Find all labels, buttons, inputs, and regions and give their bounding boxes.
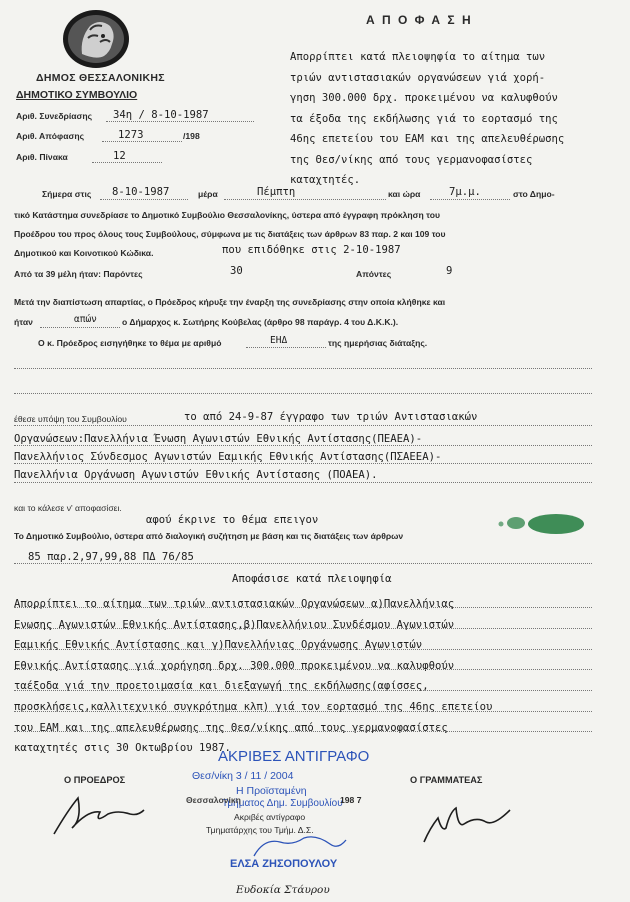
agenda-tail: της ημερήσιας διάταξης.	[328, 338, 428, 348]
absent-count: 9	[446, 265, 453, 277]
decision-number-value: 1273	[118, 129, 144, 141]
copy-signature-icon	[250, 832, 350, 862]
urgent-note: αφού έκρινε το θέμα επειγον	[146, 514, 319, 526]
signer-name: Ευδοκία Στάυρου	[236, 884, 330, 896]
proposal-label: έθεσε υπόψη του Συμβουλίου	[14, 414, 127, 424]
meeting-line-3: Προέδρου του προς όλους τους Συμβούλους, σύμφωνα με τις διατάξεις των άρθρων 83 παρ. 2 και 109 του	[14, 229, 446, 239]
proposal-line-2: Οργανώσεων:Πανελλήνια Ένωση Αγωνιστών Εθνικής Αντίστασης(ΠΕΑΕΑ)-	[14, 433, 423, 445]
absent-label: Απόντες	[356, 269, 392, 279]
session-number-value: 34η / 8-10-1987	[113, 109, 209, 121]
president-signature-icon	[48, 790, 148, 840]
meeting-line-2: τικό Κατάστημα συνεδρίασε το Δημοτικό Συμβούλιο Θεσσαλονίκης, ύστερα από έγγραφη πρόκληση του	[14, 210, 441, 220]
resolution-body: Απορρίπτει το αίτημα των τριών αντιστασιακών Οργανώσεων α)Πανελλήνιας Ενωσης Αγωνιστών Εθνικής Αντίστασης,β)Πανελλήνιου Συνδέσμου Αγωνιστών Εαμικής Εθνικής Αντίστασης και γ)Πανελλήνιας Οργάνωσης Αγωνιστών Εθνικής Αντίστασης γιά χορήγηση δρχ. 300.000 προκειμένου να καλυφθούν ταέξοδα γιά την προετοιμασία και διεξαγωγή της εκδήλωσης(αφίσσες, προσκλήσεις,καλλιτεχνικό συγκρότημα κλπ) γιά τον εορτασμό της 46ης επετείου του ΕΑΜ και της απελευθέρωσης της Θεσ/νίκης από τους γερμανοφασίστες καταχτητές στις 30 Οκτωβρίου 1987.	[14, 598, 493, 755]
decision-year-suffix: /198	[183, 131, 200, 141]
proposal-line-1: το από 24-9-87 έγγραφο των τριών Αντιστασιακών	[184, 411, 478, 423]
mayor-line: ο Δήμαρχος κ. Σωτήρης Κούβελας (άρθρο 98 παράγρ. 4 του Δ.Κ.Κ.).	[122, 317, 399, 327]
department-head: Τμηματάρχης του Τμήμ. Δ.Σ.	[206, 825, 314, 835]
secretary-signature-icon	[420, 798, 520, 848]
quorum-line-1: Μετά την διαπίστωση απαρτίας, ο Πρόεδρος κήρυξε την έναρξη της συνεδρίασης στην οποία κλήθηκε και	[14, 297, 446, 307]
quorum-was-label: ήταν	[14, 317, 33, 327]
day-value: Πέμπτη	[257, 186, 296, 198]
stamp-name: ΕΛΣΑ ΖΗΣΟΠΟΥΛΟΥ	[230, 858, 338, 870]
day-label: μέρα	[198, 189, 218, 199]
stamp-office: Τμήματος Δημ. Συμβουλίου	[222, 798, 343, 809]
green-ink-blot	[496, 512, 588, 536]
decision-number-label: Αριθ. Απόφασης	[16, 131, 85, 141]
president-signature-label: Ο ΠΡΟΕΔΡΟΣ	[64, 775, 126, 785]
meeting-line-4: Δημοτικού και Κοινοτικού Κώδικα.	[14, 248, 154, 258]
meeting-place-start: στο Δημο-	[513, 189, 555, 199]
delivery-date: που επιδόθηκε στις 2-10-1987	[222, 244, 401, 256]
legal-articles: 85 παρ.2,97,99,88 ΠΔ 76/85	[28, 551, 194, 563]
proposal-line-4: Πανελλήνια Οργάνωση Αγωνιστών Εθνικής Αντίστασης (ΠΟΑΕΑ).	[14, 469, 378, 481]
organization-name: ΔΗΜΟΣ ΘΕΣΣΑΛΟΝΙΚΗΣ	[36, 72, 165, 84]
council-discussion-line: Το Δημοτικό Συμβούλιο, ύστερα από διαλογική συζήτηση με βάση και τις διατάξεις των άρθρων	[14, 531, 404, 541]
council-name: ΔΗΜΟΤΙΚΟ ΣΥΜΒΟΥΛΙΟ	[16, 89, 138, 101]
decision-summary: Απορρίπτει κατά πλειοψηφία το αίτημα των τριών αντιστασιακών οργανώσεων γιά χορή- γηση 300.000 δρχ. προκειμένου να καλυφθούν τα έξοδα της εκδήλωσης γιά το εορτασμό της 46ης επετείου του ΕΑΜ και της απελευθέρωσης της Θεσ/νίκης από τους γερμανοφασίστες καταχτητές.	[290, 51, 565, 186]
printed-year: 198 7	[340, 795, 362, 805]
call-to-decide: και το κάλεσε ν' αποφασίσει.	[14, 503, 122, 513]
decision-title: Α Π Ο Φ Α Σ Η	[366, 13, 473, 27]
printed-city: Θεσσαλονίκη	[186, 795, 241, 805]
agenda-item-value: ΕΗΔ	[270, 335, 288, 346]
members-label: Από τα 39 μέλη ήταν: Παρόντες	[14, 269, 143, 279]
table-number-value: 12	[113, 150, 126, 162]
table-number-label: Αριθ. Πίνακα	[16, 152, 68, 162]
time-label: και ώρα	[388, 189, 421, 199]
today-value: 8-10-1987	[112, 186, 170, 198]
present-count: 30	[230, 265, 243, 277]
secretary-signature-label: Ο ΓΡΑΜΜΑΤΕΑΣ	[410, 775, 483, 785]
stamp-title: ΑΚΡΙΒΕΣ ΑΝΤΙΓΡΑΦΟ	[218, 748, 370, 765]
copy-note: Ακριβές αντίγραφο	[234, 812, 306, 822]
proposal-line-3: Πανελλήνιος Σύνδεσμος Αγωνιστών Εαμικής Εθνικής Αντίστασης(ΠΣΑΕΕΑ)-	[14, 451, 442, 463]
today-label: Σήμερα στις	[42, 189, 92, 199]
session-number-label: Αριθ. Συνεδρίασης	[16, 111, 93, 121]
stamp-city-date: Θεσ/νίκη 3 / 11 / 2004	[192, 770, 294, 782]
president-intro: Ο κ. Πρόεδρος εισηγήθηκε το θέμα με αριθμό	[38, 338, 222, 348]
coin-emblem-icon	[60, 8, 132, 70]
time-value: 7μ.μ.	[449, 186, 481, 198]
resolution-heading: Αποφάσισε κατά πλειοψηφία	[232, 573, 392, 585]
mayor-presence-value: απών	[74, 314, 97, 325]
stamp-role: Η Προϊσταμένη	[236, 785, 307, 797]
